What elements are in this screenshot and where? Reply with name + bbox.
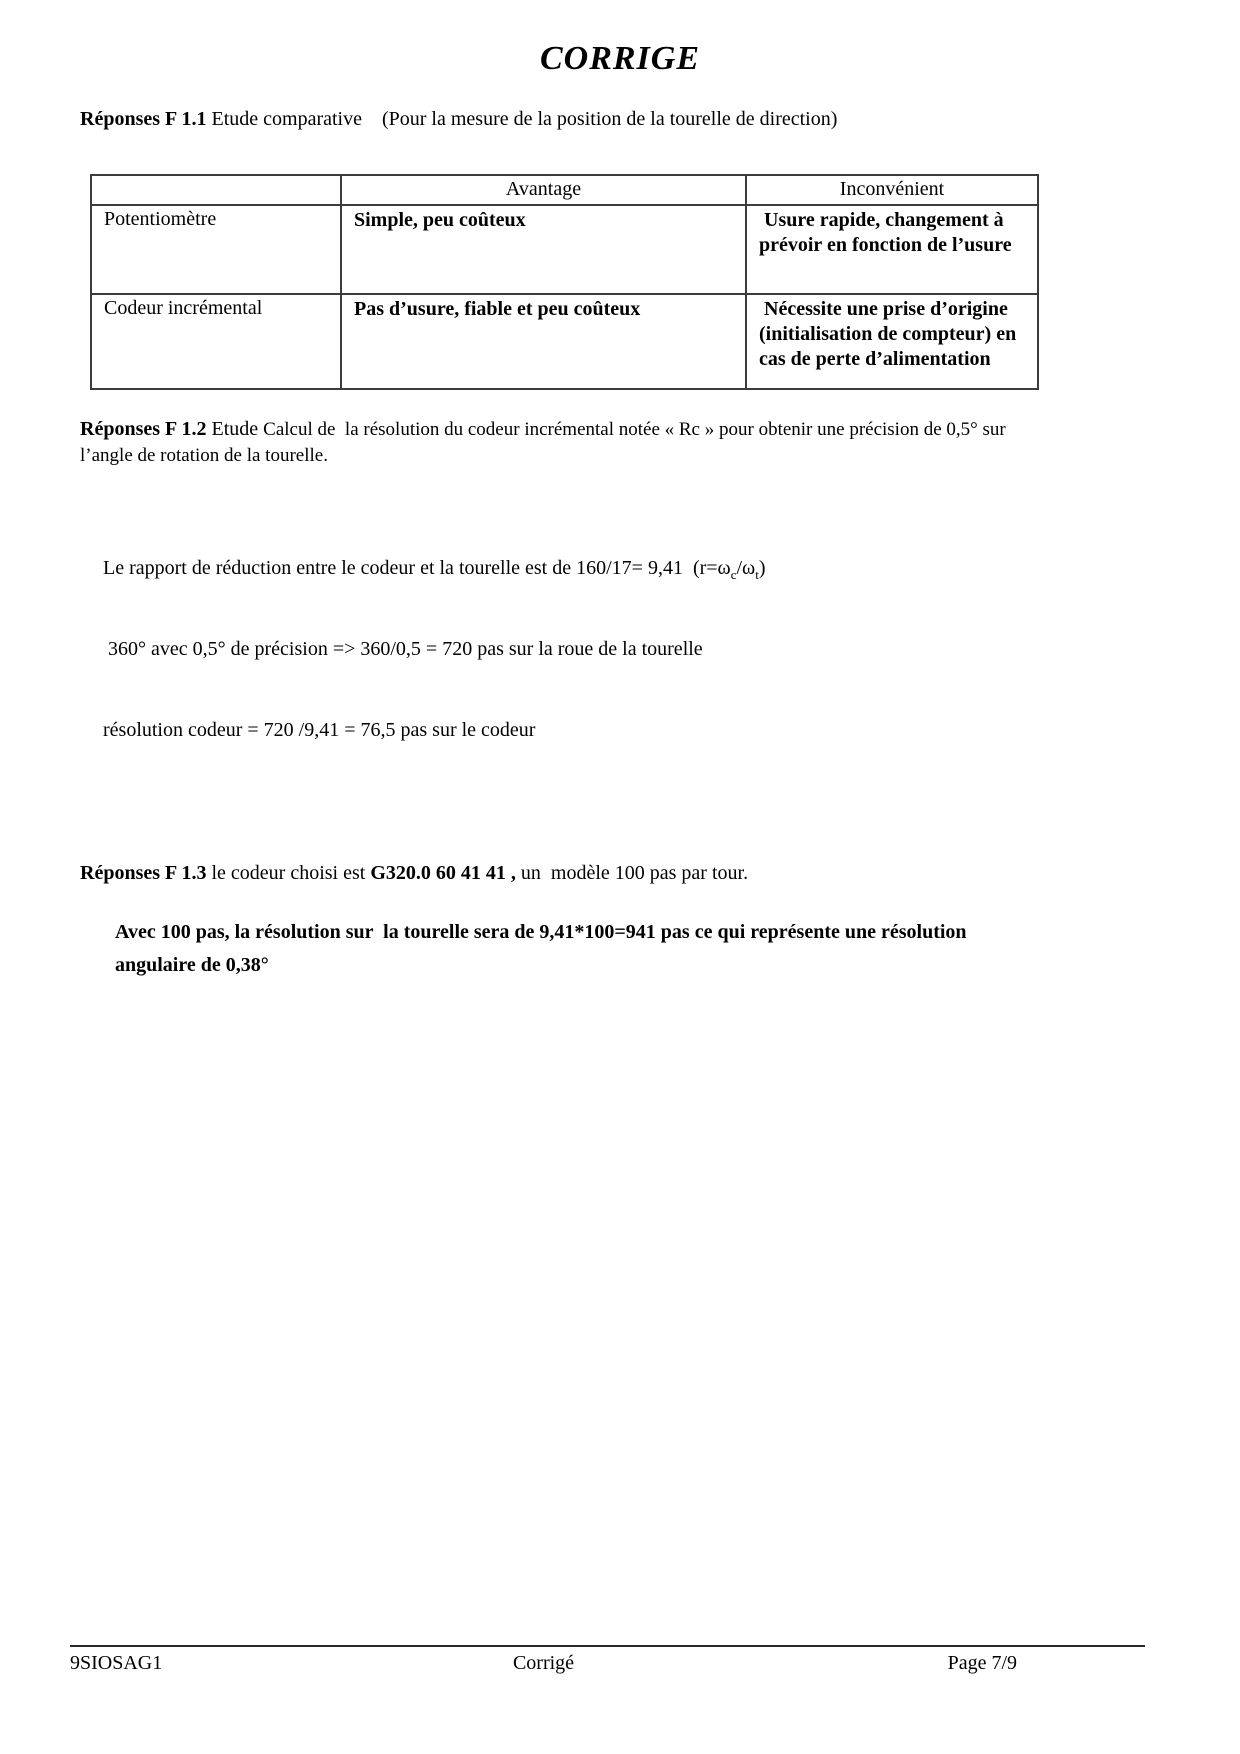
f13-tail: un modèle 100 pas par tour. (515, 862, 749, 884)
f11-paren: (Pour la mesure de la position de la tourelle de direction) (361, 108, 838, 130)
footer-row (70, 1647, 1145, 1675)
section-f11 (80, 106, 1240, 132)
page-title: CORRIGE (539, 40, 701, 77)
calc-line1-pre: Le rapport de réduction entre le codeur et la tourelle est de 160/17= 9,41 (r=ω (103, 557, 731, 579)
footer-doc-type: Corrigé (512, 1652, 575, 1674)
page-footer (70, 1645, 1145, 1675)
row-drawback: Usure rapide, changement à prévoir en fonction de l’usure (746, 205, 1038, 294)
omega-sub-c: c (730, 567, 737, 582)
row-advantage: Pas d’usure, fiable et peu coûteux (341, 294, 746, 389)
calc-line-2: 360° avec 0,5° de précision => 360/0,5 = 720 pas sur la roue de la tourelle (103, 638, 703, 660)
f13-label: Réponses F 1.3 (80, 862, 207, 884)
section-f13 (80, 860, 1240, 886)
f11-label: Réponses F 1.1 (80, 108, 207, 130)
f13-mid: le codeur choisi est (206, 862, 371, 884)
f12-text: Calcul de la résolution du codeur incrémental notée « Rc » pour obtenir une précision de 0,5° sur l’angle de rotation de la tourelle. (80, 419, 1011, 466)
comparison-table (90, 174, 1039, 390)
header-inconvenient: Inconvénient (746, 175, 1038, 205)
header-empty (91, 175, 341, 205)
table-row (91, 205, 1038, 294)
calc-line1-mid: /ω (736, 557, 756, 579)
table-header-row (91, 175, 1038, 205)
row-name: Potentiomètre (91, 205, 341, 294)
footer-doc-code: 9SIOSAG1 (70, 1652, 163, 1674)
calc-line-3: résolution codeur = 720 /9,41 = 76,5 pas sur le codeur (103, 719, 536, 741)
answer-block: Avec 100 pas, la résolution sur la tourelle sera de 9,41*100=941 pas ce qui représente une résolution angulaire de 0,38° (115, 921, 972, 976)
row-drawback: Nécessite une prise d’origine (initialisation de compteur) en cas de perte d’alimentation (746, 294, 1038, 389)
omega-sub-t: t (755, 567, 759, 582)
section-f12 (80, 416, 1042, 469)
f13-code: G320.0 60 41 41 , (370, 862, 516, 884)
calc-line1-end: ) (758, 557, 766, 579)
table-row (91, 294, 1038, 389)
f12-etude: Etude (206, 418, 264, 440)
row-advantage: Simple, peu coûteux (341, 205, 746, 294)
f12-label: Réponses F 1.2 (80, 418, 207, 440)
row-name: Codeur incrémental (91, 294, 341, 389)
calculation-block (103, 501, 1240, 798)
calc-line-1 (103, 555, 1240, 582)
header-avantage: Avantage (341, 175, 746, 205)
footer-page-number: Page 7/9 (947, 1652, 1018, 1674)
f11-text: Etude comparative (206, 108, 362, 130)
